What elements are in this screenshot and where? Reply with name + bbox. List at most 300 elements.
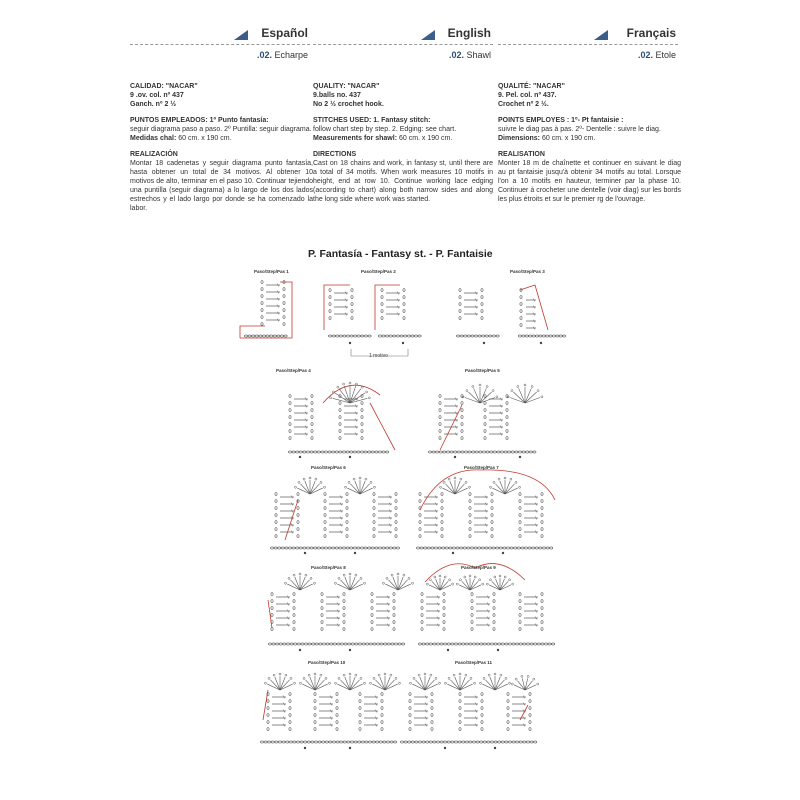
picot xyxy=(482,583,484,585)
chain-stitch xyxy=(329,310,331,313)
chain-stitch xyxy=(314,547,317,549)
chain-stitch xyxy=(490,451,493,453)
chain-stitch xyxy=(343,607,345,610)
chain-stitch xyxy=(393,628,395,631)
picot xyxy=(355,574,357,576)
chain-stitch xyxy=(443,451,446,453)
chain-stitch xyxy=(505,741,508,743)
chain-stitch xyxy=(530,741,533,743)
chain-stitch xyxy=(469,528,471,531)
fan-stitch xyxy=(398,580,408,590)
chain-stitch xyxy=(386,547,389,549)
chain-stitch xyxy=(382,451,385,453)
chain-stitch xyxy=(293,614,295,617)
chain-stitch xyxy=(289,416,291,419)
chain-stitch xyxy=(297,535,299,538)
chain-stitch xyxy=(373,514,375,517)
chain-stitch xyxy=(443,593,445,596)
picot xyxy=(409,682,411,684)
chain-stitch xyxy=(526,451,529,453)
chain-stitch xyxy=(299,451,302,453)
chain-stitch xyxy=(321,628,323,631)
chain-stitch xyxy=(459,289,461,292)
chain-stitch xyxy=(549,335,552,337)
chain-stitch xyxy=(361,430,363,433)
chain-stitch xyxy=(339,423,341,426)
chain-stitch xyxy=(359,714,361,717)
step-label-7: Paso/Step/Pas 7 xyxy=(464,465,499,470)
chain-stitch xyxy=(303,451,306,453)
measurements-value: 60 cm. x 190 cm. xyxy=(541,135,596,142)
chain-stitch xyxy=(418,741,421,743)
picot xyxy=(303,478,305,480)
picot xyxy=(344,486,346,488)
chain-stitch xyxy=(484,423,486,426)
step-label-9: Paso/Step/Pas 9 xyxy=(461,565,496,570)
picot xyxy=(349,382,351,384)
chain-stitch xyxy=(328,335,331,337)
chain-stitch xyxy=(373,528,375,531)
chain-stitch xyxy=(421,628,423,631)
chain-stitch xyxy=(389,335,392,337)
directions-heading: DIRECTIONS xyxy=(313,151,357,158)
picot xyxy=(448,677,450,679)
chain-stitch xyxy=(488,547,491,549)
chain-stitch xyxy=(333,643,336,645)
chain-stitch xyxy=(416,547,419,549)
chain-stitch xyxy=(469,500,471,503)
chain-stitch xyxy=(418,643,421,645)
direction-arrow xyxy=(440,405,462,450)
chain-stitch xyxy=(552,335,555,337)
model-name: Echarpe xyxy=(274,50,308,60)
picot xyxy=(370,481,372,483)
chain-stitch xyxy=(373,500,375,503)
picot xyxy=(309,477,311,479)
chain-stitch xyxy=(498,643,501,645)
picot xyxy=(368,397,370,399)
picot xyxy=(435,677,437,679)
chain-stitch xyxy=(519,600,521,603)
chain-stitch xyxy=(491,514,493,517)
chain-stitch xyxy=(262,335,265,337)
chain-stitch xyxy=(346,507,348,510)
direction-arrow xyxy=(323,385,380,403)
fan-stitch xyxy=(315,680,325,690)
chain-stitch xyxy=(431,700,433,703)
chain-stitch xyxy=(266,335,269,337)
quality: QUALITÉ: "NACAR" xyxy=(498,83,565,90)
chain-stitch xyxy=(461,423,463,426)
picot xyxy=(489,486,491,488)
chain-stitch xyxy=(348,643,351,645)
chain-stitch xyxy=(519,628,521,631)
chain-stitch xyxy=(332,741,335,743)
chain-stitch xyxy=(381,296,383,299)
chain-stitch xyxy=(529,728,531,731)
chain-stitch xyxy=(276,643,279,645)
picot xyxy=(338,677,340,679)
chain-stitch xyxy=(431,693,433,696)
chain-stitch xyxy=(376,643,379,645)
chain-stitch xyxy=(293,607,295,610)
chain-stitch xyxy=(541,500,543,503)
picot xyxy=(537,683,539,685)
chain-stitch xyxy=(431,714,433,717)
chain-stitch xyxy=(248,335,251,337)
chain-stitch xyxy=(353,451,356,453)
chain-stitch xyxy=(359,700,361,703)
chain-stitch xyxy=(381,289,383,292)
chain-stitch xyxy=(512,741,515,743)
chain-stitch xyxy=(297,521,299,524)
chain-stitch xyxy=(395,493,397,496)
chain-stitch xyxy=(289,721,291,724)
chain-stitch xyxy=(368,547,371,549)
chain-stitch xyxy=(371,600,373,603)
chain-stitch xyxy=(304,741,307,743)
chain-stitch xyxy=(529,714,531,717)
chain-stitch xyxy=(368,451,371,453)
chain-stitch xyxy=(296,451,299,453)
picot xyxy=(378,674,380,676)
chain-stitch xyxy=(535,335,538,337)
chain-stitch xyxy=(395,528,397,531)
chain-stitch xyxy=(535,547,538,549)
picot xyxy=(472,385,474,387)
chain-stitch xyxy=(444,741,447,743)
chain-stitch xyxy=(481,317,483,320)
fan-stitch xyxy=(450,680,460,690)
chain-stitch xyxy=(481,700,483,703)
marker-dot xyxy=(483,342,485,344)
chain-stitch xyxy=(445,547,448,549)
quality: QUALITY: "NACAR" xyxy=(313,83,380,90)
chain-stitch xyxy=(379,741,382,743)
chain-stitch xyxy=(339,402,341,405)
chain-stitch xyxy=(493,607,495,610)
chain-stitch xyxy=(481,693,483,696)
chain-stitch xyxy=(346,521,348,524)
chain-stitch xyxy=(491,500,493,503)
picot xyxy=(332,391,334,393)
marker-dot xyxy=(497,649,499,651)
chain-stitch xyxy=(471,600,473,603)
chain-stitch xyxy=(426,643,429,645)
chain-stitch xyxy=(293,621,295,624)
chain-stitch xyxy=(422,643,425,645)
picot xyxy=(397,573,399,575)
chain-stitch xyxy=(523,741,526,743)
chain-stitch xyxy=(520,317,522,320)
chain-stitch xyxy=(336,335,339,337)
chain-stitch xyxy=(469,493,471,496)
chain-stitch xyxy=(491,535,493,538)
chain-stitch xyxy=(484,437,486,440)
chain-stitch xyxy=(275,741,278,743)
chain-stitch xyxy=(346,528,348,531)
picot xyxy=(408,577,410,579)
picot xyxy=(474,576,476,578)
chain-stitch xyxy=(299,547,302,549)
chain-stitch xyxy=(268,643,271,645)
chain-stitch xyxy=(454,741,457,743)
chain-stitch xyxy=(371,621,373,624)
picot xyxy=(382,582,384,584)
chain-stitch xyxy=(301,643,304,645)
chain-stitch xyxy=(520,310,522,313)
chain-stitch xyxy=(419,514,421,517)
chain-stitch xyxy=(452,547,455,549)
chain-stitch xyxy=(314,451,317,453)
chain-stitch xyxy=(381,310,383,313)
fan-stitch xyxy=(350,386,356,403)
chain-stitch xyxy=(346,547,349,549)
chain-stitch xyxy=(324,507,326,510)
chain-stitch xyxy=(260,741,263,743)
chain-stitch xyxy=(431,721,433,724)
chain-stitch xyxy=(491,521,493,524)
chain-stitch xyxy=(336,721,338,724)
chain-stitch xyxy=(534,643,537,645)
chain-stitch xyxy=(343,621,345,624)
marker-dot xyxy=(299,456,301,458)
chain-stitch xyxy=(486,451,489,453)
chain-stitch xyxy=(409,693,411,696)
chain-stitch xyxy=(344,643,347,645)
chain-stitch xyxy=(244,335,247,337)
chain-stitch xyxy=(542,335,545,337)
chain-stitch xyxy=(310,451,313,453)
chain-stitch xyxy=(289,409,291,412)
direction-arrow xyxy=(520,285,548,330)
picot xyxy=(334,682,336,684)
chain-stitch xyxy=(311,430,313,433)
chain-stitch xyxy=(520,303,522,306)
chain-stitch xyxy=(481,721,483,724)
chain-stitch xyxy=(456,335,459,337)
picot xyxy=(493,481,495,483)
chain-stitch xyxy=(441,521,443,524)
chain-stitch xyxy=(469,507,471,510)
chain-stitch xyxy=(469,643,472,645)
lang-name: Français xyxy=(626,26,676,40)
chain-stitch xyxy=(472,451,475,453)
fan-stitch xyxy=(300,484,310,494)
chain-stitch xyxy=(328,451,331,453)
chain-stitch xyxy=(351,289,353,292)
chain-stitch xyxy=(293,741,296,743)
picot xyxy=(479,682,481,684)
chain-stitch xyxy=(508,643,511,645)
direction-arrow xyxy=(370,403,395,450)
chain-stitch xyxy=(364,451,367,453)
chain-stitch xyxy=(289,741,292,743)
chain-stitch xyxy=(289,395,291,398)
chain-stitch xyxy=(411,335,414,337)
chain-stitch xyxy=(498,741,501,743)
chain-stitch xyxy=(439,409,441,412)
picot xyxy=(399,682,401,684)
chain-stitch xyxy=(506,409,508,412)
chain-stitch xyxy=(360,451,363,453)
chain-stitch xyxy=(390,741,393,743)
chain-stitch xyxy=(303,547,306,549)
chain-stitch xyxy=(380,643,383,645)
marker-dot xyxy=(349,456,351,458)
fan-stitch xyxy=(500,581,508,590)
chain-stitch xyxy=(539,335,542,337)
picot xyxy=(533,678,535,680)
chain-stitch xyxy=(361,416,363,419)
picot xyxy=(390,674,392,676)
marker-dot xyxy=(304,747,306,749)
chain-stitch xyxy=(383,741,386,743)
chain-stitch xyxy=(461,402,463,405)
chain-stitch xyxy=(470,547,473,549)
chain-stitch xyxy=(529,721,531,724)
chain-stitch xyxy=(519,528,521,531)
picot xyxy=(320,481,322,483)
chain-stitch xyxy=(267,700,269,703)
chain-stitch xyxy=(438,547,441,549)
picot xyxy=(541,396,543,398)
fan-stitch xyxy=(440,581,448,590)
chain-stitch xyxy=(393,621,395,624)
chain-stitch xyxy=(292,451,295,453)
chain-stitch xyxy=(393,593,395,596)
chain-stitch xyxy=(493,628,495,631)
chain-stitch xyxy=(407,335,410,337)
chain-stitch xyxy=(482,451,485,453)
chain-stitch xyxy=(378,335,381,337)
lang-name: English xyxy=(447,26,491,40)
chain-stitch xyxy=(511,451,514,453)
measurements-heading: Measurements for shawl: xyxy=(313,135,398,142)
chain-stitch xyxy=(471,621,473,624)
marker-dot xyxy=(447,649,449,651)
picot xyxy=(515,678,517,680)
fan-stitch xyxy=(270,680,280,690)
directions-heading: REALISATION xyxy=(498,151,545,158)
picot xyxy=(424,673,426,675)
picot xyxy=(279,673,281,675)
chain-stitch xyxy=(481,296,483,299)
chain-stitch xyxy=(289,430,291,433)
chain-stitch xyxy=(507,714,509,717)
chain-stitch xyxy=(484,430,486,433)
chain-stitch xyxy=(485,547,488,549)
quantity: 9.balls no. 437 xyxy=(313,92,361,99)
chain-stitch xyxy=(463,547,466,549)
chain-stitch xyxy=(419,493,421,496)
picot xyxy=(391,574,393,576)
measurements-heading: Dimensions: xyxy=(498,135,541,142)
picot xyxy=(343,574,345,576)
picot xyxy=(268,677,270,679)
fan-stitch xyxy=(460,680,470,690)
chain-stitch xyxy=(519,593,521,596)
chain-stitch xyxy=(519,514,521,517)
chain-stitch xyxy=(428,451,431,453)
chain-stitch xyxy=(283,316,285,319)
picot xyxy=(343,674,345,676)
picot xyxy=(374,486,376,488)
chain-stitch xyxy=(493,451,496,453)
chain-stitch xyxy=(421,593,423,596)
chain-stitch xyxy=(459,707,461,710)
chain-stitch xyxy=(347,741,350,743)
picot xyxy=(264,682,266,684)
chain-stitch xyxy=(532,547,535,549)
chain-stitch xyxy=(532,335,535,337)
chain-stitch xyxy=(289,700,291,703)
chain-stitch xyxy=(508,451,511,453)
chain-stitch xyxy=(481,303,483,306)
model-number: .02. xyxy=(448,50,464,60)
chain-stitch xyxy=(476,643,479,645)
chain-stitch xyxy=(283,302,285,305)
chain-stitch xyxy=(471,335,474,337)
chain-stitch xyxy=(534,741,537,743)
chain-stitch xyxy=(436,643,439,645)
fan-stitch xyxy=(468,392,480,403)
chain-stitch xyxy=(324,521,326,524)
chain-stitch xyxy=(519,493,521,496)
chain-stitch xyxy=(283,309,285,312)
chain-stitch xyxy=(469,535,471,538)
marker-dot xyxy=(349,747,351,749)
chain-stitch xyxy=(329,741,332,743)
chain-stitch xyxy=(267,721,269,724)
hook-size: Crochet nº 2 ½. xyxy=(498,101,549,108)
chain-stitch xyxy=(444,643,447,645)
chain-stitch xyxy=(336,707,338,710)
chain-stitch xyxy=(432,451,435,453)
chain-stitch xyxy=(275,507,277,510)
chain-stitch xyxy=(304,643,307,645)
chain-stitch xyxy=(471,607,473,610)
picot xyxy=(290,677,292,679)
chain-stitch xyxy=(329,303,331,306)
chain-stitch xyxy=(314,700,316,703)
hook-size: Ganch. nº 2 ½ xyxy=(130,101,177,108)
step-label-2: Paso/Step/Pas 2 xyxy=(361,269,396,274)
chain-stitch xyxy=(454,451,457,453)
chain-stitch xyxy=(451,741,454,743)
picot xyxy=(486,385,488,387)
chain-stitch xyxy=(264,741,267,743)
chain-stitch xyxy=(441,500,443,503)
chain-stitch xyxy=(373,643,376,645)
chain-stitch xyxy=(487,741,490,743)
chain-stitch xyxy=(395,535,397,538)
chain-stitch xyxy=(351,296,353,299)
chain-stitch xyxy=(409,700,411,703)
chain-stitch xyxy=(259,335,262,337)
chain-stitch xyxy=(324,528,326,531)
chain-stitch xyxy=(541,614,543,617)
chain-stitch xyxy=(459,714,461,717)
marker-dot xyxy=(452,552,454,554)
chain-stitch xyxy=(384,643,387,645)
chain-stitch xyxy=(270,335,273,337)
chain-stitch xyxy=(314,721,316,724)
chain-stitch xyxy=(372,741,375,743)
chain-stitch xyxy=(306,451,309,453)
chain-stitch xyxy=(289,714,291,717)
chain-stitch xyxy=(296,741,299,743)
